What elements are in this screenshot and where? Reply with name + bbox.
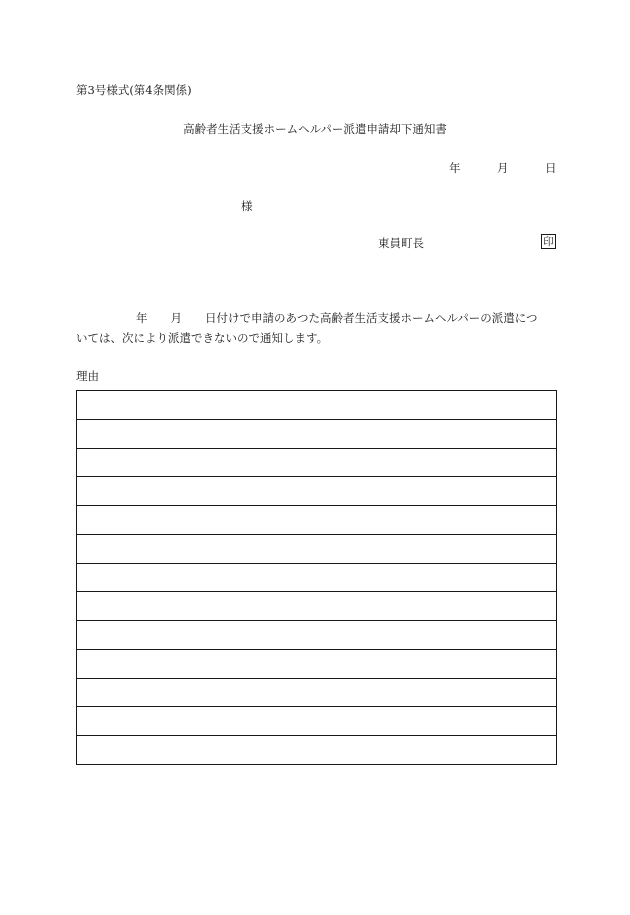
body-text-rest: 日付けで申請のあつた高齢者生活支援ホームヘルパーの派遣につ bbox=[205, 311, 538, 325]
reason-row[interactable] bbox=[77, 477, 556, 506]
date-day-label: 日 bbox=[545, 161, 557, 175]
issuer-name: 東員町長 bbox=[378, 236, 424, 250]
seal-mark: 印 bbox=[541, 234, 556, 249]
reason-row[interactable] bbox=[77, 506, 556, 535]
reason-row[interactable] bbox=[77, 736, 556, 765]
reason-row[interactable] bbox=[77, 535, 556, 564]
document-title: 高齢者生活支援ホームヘルパー派遣申請却下通知書 bbox=[183, 122, 447, 136]
reason-table bbox=[76, 390, 557, 765]
date-year-label: 年 bbox=[449, 161, 461, 175]
reason-row[interactable] bbox=[77, 592, 556, 621]
reason-row[interactable] bbox=[77, 679, 556, 708]
addressee-honorific: 様 bbox=[241, 199, 253, 213]
body-month-label: 月 bbox=[170, 311, 182, 325]
body-text-line-2: いては、次により派遣できないので通知します。 bbox=[76, 331, 329, 345]
reason-row[interactable] bbox=[77, 650, 556, 679]
body-text-line-1 bbox=[136, 313, 537, 325]
reason-label: 理由 bbox=[76, 369, 99, 383]
reason-row[interactable] bbox=[77, 449, 556, 478]
reason-row[interactable] bbox=[77, 621, 556, 650]
reason-row[interactable] bbox=[77, 420, 556, 449]
body-year-label: 年 bbox=[136, 311, 148, 325]
form-number: 第3号様式(第4条関係) bbox=[76, 83, 192, 97]
reason-row[interactable] bbox=[77, 391, 556, 420]
reason-row[interactable] bbox=[77, 707, 556, 736]
reason-row[interactable] bbox=[77, 564, 556, 593]
date-month-label: 月 bbox=[497, 161, 509, 175]
